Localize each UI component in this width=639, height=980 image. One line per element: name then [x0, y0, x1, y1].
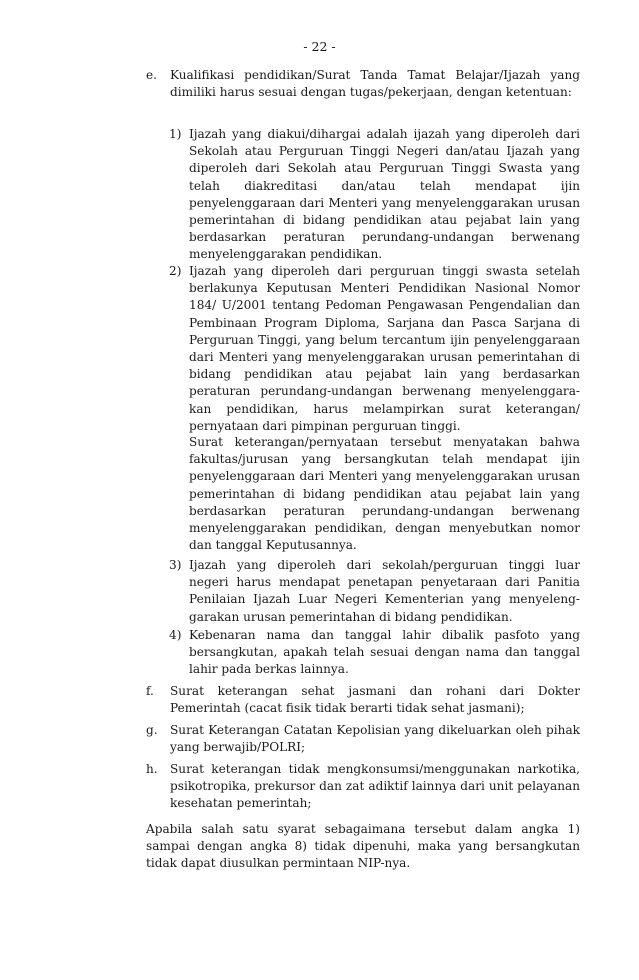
sub-item-text: Ijazah yang diakui/dihargai adalah ijazah yang diperoleh dari Sekolah atau Perguruan Tinggi Negeri dan/atau Ijazah yang diperoleh dari Sekolah atau Perguruan Tinggi Swasta yang telah diakreditasi dan/atau telah mendapat ijin penyelenggaraan dari Menteri yang menyelenggarakan urusan pemerintahan di bidang pendidikan atau pejabat lain yang berdasarkan peraturan perundang-undangan berwenang menyelenggarakan pendidikan. [189, 127, 580, 262]
sub-item-text: Ijazah yang diperoleh dari perguruan tinggi swasta setelah berlakunya Keputusan Menteri Pendidikan Nasional Nomor 184/ U/2001 tentang Pedoman Pengawasan Pengendalian dan Pembinaan Program Diploma, Sarjana dan Pasca Sarjana di Perguruan Tinggi, yang belum tercantum ijin penyelenggaraan dari Menteri yang menyelenggarakan urusan pemerintahan di bidang pendidikan atau pejabat lain yang berdasarkan peraturan perundang-undangan berwenang menyelenggara-kan pendidikan, harus melampirkan surat keterangan/ pernyataan dari pimpinan perguruan tinggi. [189, 264, 580, 433]
sub-item-marker: 1) [169, 127, 182, 141]
sub-item-marker: 3) [169, 558, 182, 572]
list-item-text: Surat Keterangan Catatan Kepolisian yang dikeluarkan oleh pihak yang berwajib/POLRI; [170, 723, 580, 755]
sub-item-text: Ijazah yang diperoleh dari sekolah/perguruan tinggi luar negeri harus mendapat penetapan penyetaraan dari Panitia Penilaian Ijazah Luar Negeri Kementerian yang menyeleng-garakan urusan pemerintahan di bidang pendidikan. [189, 558, 580, 624]
sub-item-2 [169, 263, 580, 435]
list-item-text: Surat keterangan tidak mengkonsumsi/menggunakan narkotika, psikotropika, prekursor dan zat adiktif lainnya dari unit pelayanan kesehatan pemerintah; [170, 762, 580, 811]
list-item-f [146, 683, 580, 717]
list-item-h [146, 761, 580, 813]
list-marker: g. [146, 723, 158, 737]
list-item-e [146, 67, 580, 101]
sub-item-4 [169, 627, 580, 679]
closing-paragraph: Apabila salah satu syarat sebagaimana tersebut dalam angka 1) sampai dengan angka 8) tidak dipenuhi, maka yang bersangkutan tidak dapat diusulkan permintaan NIP-nya. [146, 822, 580, 871]
list-marker: f. [146, 684, 154, 698]
sub-item-2-note: Surat keterangan/pernyataan tersebut menyatakan bahwa fakultas/jurusan yang bersangkutan telah mendapat ijin penyelenggaraan dari Menteri yang menyelenggarakan urusan pemerintahan di bidang pendidikan atau pejabat lain yang berdasarkan peraturan perundang-undangan berwenang menyelenggarakan pendidikan, dengan menyebutkan nomor dan tanggal Keputusannya. [189, 435, 580, 553]
list-marker: h. [146, 762, 158, 776]
sub-item-3 [169, 557, 580, 626]
list-marker: e. [146, 68, 158, 82]
sub-item-1 [169, 126, 580, 264]
sub-item-text: Kebenaran nama dan tanggal lahir dibalik pasfoto yang bersangkutan, apakah telah sesuai dengan nama dan tanggal lahir pada berkas lainnya. [189, 628, 580, 677]
sub-item-marker: 2) [169, 264, 182, 278]
list-item-text: Kualifikasi pendidikan/Surat Tanda Tamat Belajar/Ijazah yang dimiliki harus sesuai dengan tugas/pekerjaan, dengan ketentuan: [170, 68, 580, 100]
list-item-g [146, 722, 580, 756]
sub-item-marker: 4) [169, 628, 182, 642]
page-number: - 22 - [303, 39, 336, 54]
list-item-text: Surat keterangan sehat jasmani dan rohani dari Dokter Pemerintah (cacat fisik tidak berarti tidak sehat jasmani); [170, 684, 580, 716]
